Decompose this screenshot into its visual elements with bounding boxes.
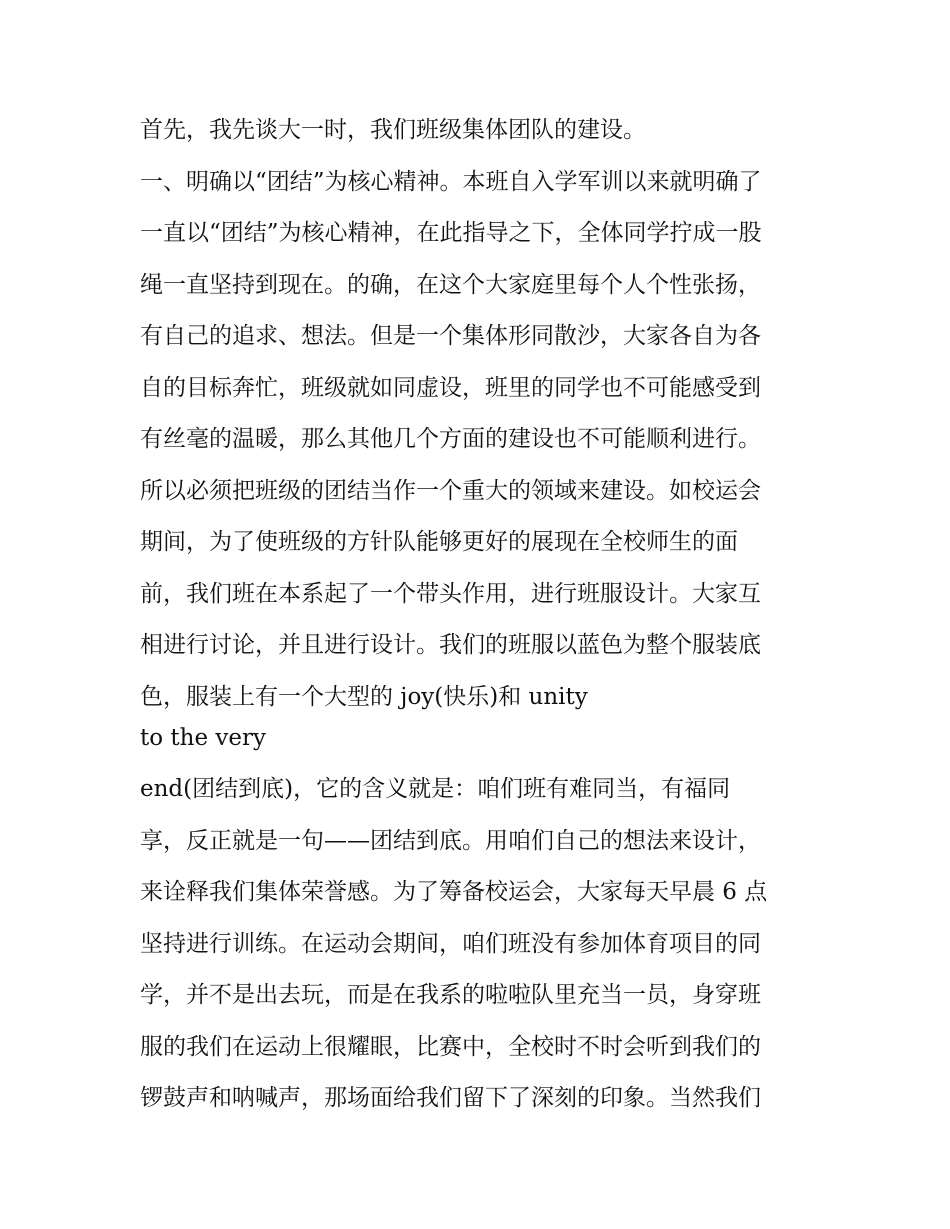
text-line: 色，服装上有一个大型的 joy(快乐)和 unity — [140, 683, 588, 710]
text-line: 相进行讨论，并且进行设计。我们的班服以蓝色为整个服装底 — [140, 632, 761, 658]
text-line: 所以必须把班级的团结当作一个重大的领域来建设。如校运会 — [140, 477, 761, 504]
text-line: 学，并不是出去玩，而是在我系的啦啦队里充当一员，身穿班 — [140, 982, 761, 1008]
text-line: 享，反正就是一句——团结到底。用咱们自己的想法来设计， — [140, 827, 761, 854]
text-line: 一直以“团结”为核心精神，在此指导之下，全体同学拧成一股 — [140, 220, 762, 246]
text-line: 有丝毫的温暖，那么其他几个方面的建设也不可能顺利进行。 — [140, 426, 761, 452]
text-line: 来诠释我们集体荣誉感。为了筹备校运会，大家每天早晨 6 点 — [140, 879, 768, 905]
text-line: 绳一直坚持到现在。的确，在这个大家庭里每个人个性张扬， — [140, 271, 761, 298]
text-line: end(团结到底)，它的含义就是：咱们班有难同当，有福同 — [140, 776, 731, 802]
text-line: 坚持进行训练。在运动会期间，咱们班没有参加体育项目的同 — [140, 930, 761, 957]
text-line: 自的目标奔忙，班级就如同虚设，班里的同学也不可能感受到 — [140, 374, 761, 401]
text-line: 前，我们班在本系起了一个带头作用，进行班服设计。大家互 — [140, 580, 761, 607]
text-line: 服的我们在运动上很耀眼，比赛中，全校时不时会听到我们的 — [140, 1033, 761, 1060]
text-line: 期间，为了使班级的方针队能够更好的展现在全校师生的面 — [140, 529, 738, 555]
text-line: 首先，我先谈大一时，我们班级集体团队的建设。 — [140, 117, 646, 143]
document-body — [140, 108, 820, 1128]
text-line: 锣鼓声和呐喊声，那场面给我们留下了深刻的印象。当然我们 — [140, 1085, 761, 1111]
text-line: 一、明确以“团结”为核心精神。本班自入学军训以来就明确了 — [140, 168, 762, 195]
text-line: 有自己的追求、想法。但是一个集体形同散沙，大家各自为各 — [140, 323, 761, 349]
text-line: to the very — [140, 724, 266, 751]
